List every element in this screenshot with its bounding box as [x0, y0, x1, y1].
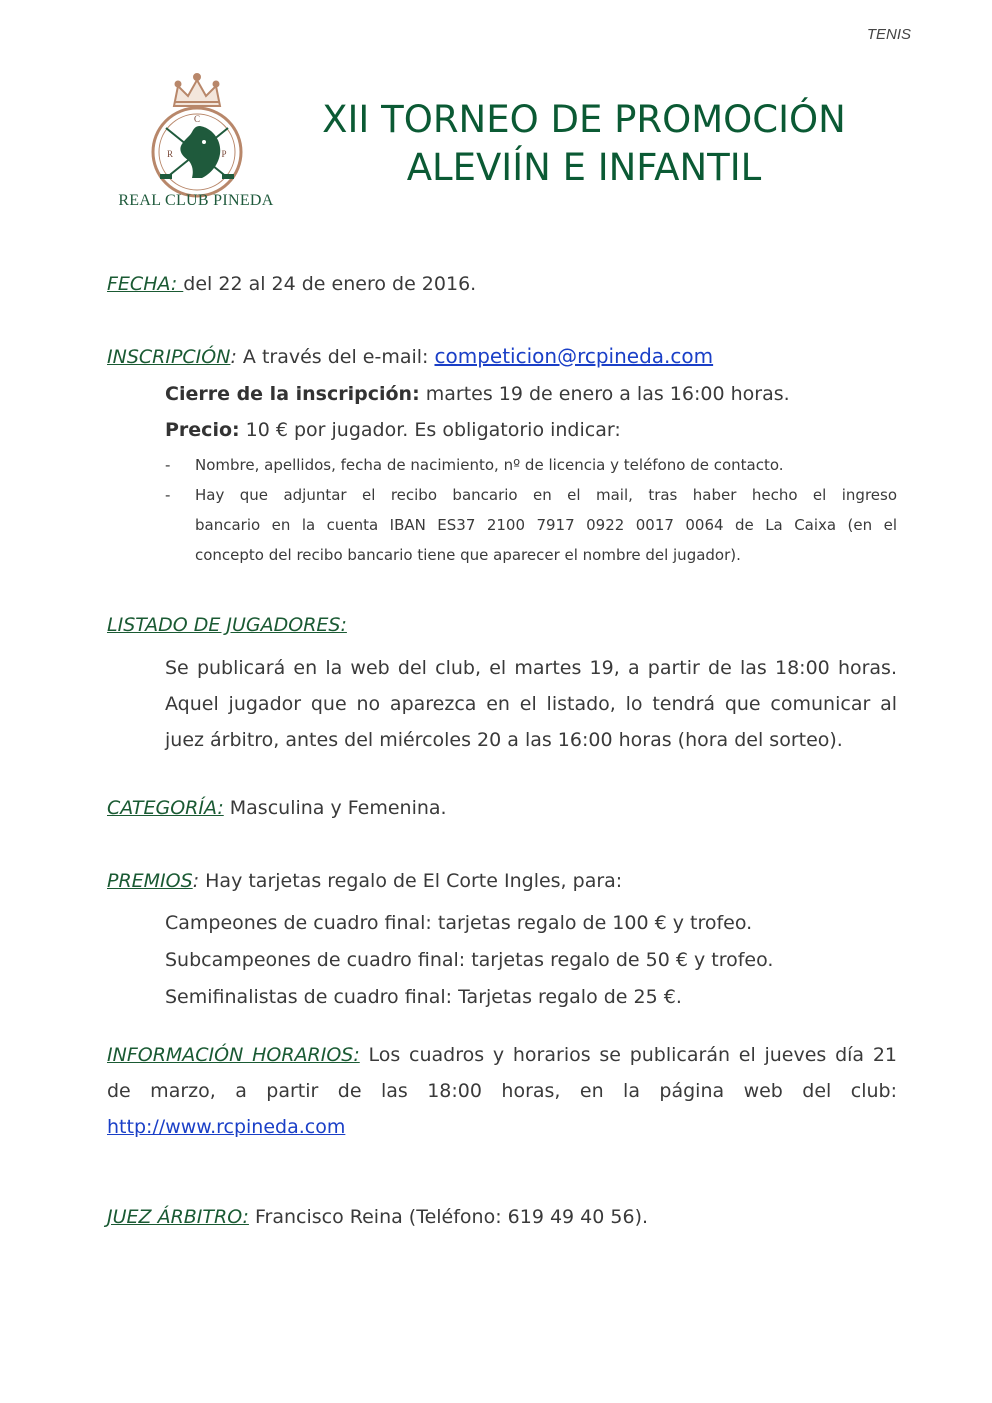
- precio-value: 10 € por jugador. Es obligatorio indicar:: [239, 419, 621, 441]
- website-link[interactable]: http://www.rcpineda.com: [107, 1116, 346, 1138]
- categoria-text: Masculina y Femenina.: [223, 797, 447, 819]
- premio-subcampeones: Subcampeones de cuadro final: tarjetas regalo de 50 € y trofeo.: [165, 949, 774, 971]
- horarios-text-1: Los cuadros y horarios se publicarán el jueves día 21: [359, 1044, 897, 1066]
- premios-line: [107, 869, 622, 893]
- inscripcion-text: A través del e-mail:: [242, 346, 435, 368]
- cierre-value: martes 19 de enero a las 16:00 horas.: [419, 383, 790, 405]
- listado-heading: LISTADO DE JUGADORES:: [107, 614, 347, 636]
- club-name: REAL CLUB PINEDA: [118, 192, 274, 209]
- premios-list: [165, 905, 773, 1016]
- listado-line-3: juez árbitro, antes del miércoles 20 a las 16:00 horas (hora del sorteo).: [165, 729, 843, 751]
- page-title: [300, 96, 868, 192]
- svg-text:C: C: [193, 114, 201, 124]
- bullet-2-line-3: concepto del recibo bancario tiene que aparecer el nombre del jugador).: [195, 546, 741, 564]
- crown-icon: [174, 74, 220, 106]
- premios-colon: :: [192, 870, 206, 892]
- juez-line: [107, 1205, 648, 1229]
- svg-text:P: P: [221, 149, 227, 159]
- cierre-line: [165, 382, 790, 406]
- listado-text: [165, 650, 897, 758]
- inscripcion-colon: :: [230, 346, 243, 368]
- categoria-line: [107, 796, 447, 820]
- email-link[interactable]: competicion@rcpineda.com: [434, 344, 714, 368]
- precio-label: Precio:: [165, 419, 240, 441]
- listado-line-1: Se publicará en la web del club, el martes 19, a partir de las 18:00 horas.: [165, 657, 897, 679]
- premio-campeones: Campeones de cuadro final: tarjetas regalo de 100 € y trofeo.: [165, 912, 753, 934]
- horarios-heading: INFORMACIÓN HORARIOS:: [107, 1044, 360, 1066]
- premios-heading: PREMIOS: [107, 870, 193, 892]
- bullet-2-line-1: Hay que adjuntar el recibo bancario en el mail, tras haber hecho el ingreso: [195, 486, 897, 504]
- juez-text: Francisco Reina (Teléfono: 619 49 40 56).: [248, 1206, 649, 1228]
- fecha-line: [107, 272, 476, 296]
- fecha-text: del 22 al 24 de enero de 2016.: [183, 273, 477, 295]
- horse-head-icon: [180, 126, 220, 178]
- horarios-line-1: [107, 1037, 897, 1073]
- bullet-marker-1: -: [165, 456, 171, 474]
- horarios-line-3: [107, 1109, 897, 1145]
- cierre-label: Cierre de la inscripción:: [165, 383, 420, 405]
- premios-text: Hay tarjetas regalo de El Corte Ingles, para:: [205, 870, 623, 892]
- fecha-heading: FECHA:: [107, 273, 184, 295]
- bullet-marker-2: -: [165, 486, 171, 504]
- title-line-2: ALEVIÍN E INFANTIL: [406, 146, 762, 189]
- bullet-item-2: [195, 480, 897, 570]
- bullet-item-1: Nombre, apellidos, fecha de nacimiento, nº de licencia y teléfono de contacto.: [195, 456, 784, 474]
- inscripcion-line: [107, 344, 713, 369]
- horarios-block: [107, 1037, 897, 1145]
- listado-line-2: Aquel jugador que no aparezca en el listado, lo tendrá que comunicar al: [165, 693, 897, 715]
- categoria-heading: CATEGORÍA:: [107, 797, 224, 819]
- premio-semifinalistas: Semifinalistas de cuadro final: Tarjetas regalo de 25 €.: [165, 986, 682, 1008]
- title-line-1: XII TORNEO DE PROMOCIÓN: [322, 98, 846, 141]
- svg-text:R: R: [166, 149, 174, 159]
- section-tag: TENIS: [866, 26, 911, 43]
- juez-heading: JUEZ ÁRBITRO:: [107, 1206, 249, 1228]
- bullet-2-line-2: bancario en la cuenta IBAN ES37 2100 7917 0922 0017 0064 de La Caixa (en el: [195, 516, 897, 534]
- horarios-line-2: de marzo, a partir de las 18:00 horas, en la página web del club:: [107, 1080, 897, 1102]
- inscripcion-heading: INSCRIPCIÓN: [107, 346, 231, 368]
- precio-line: [165, 418, 621, 442]
